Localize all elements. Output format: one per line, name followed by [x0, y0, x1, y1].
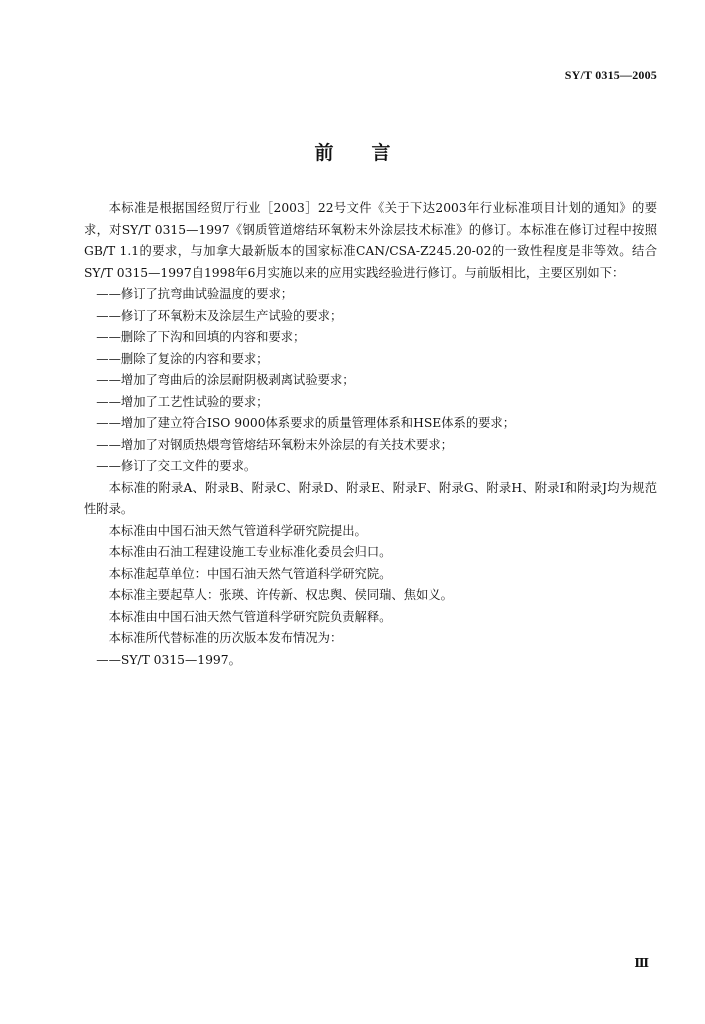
- previous-versions-list: [84, 650, 657, 672]
- info-line: 本标准由中国石油天然气管道科学研究院提出。: [108, 523, 367, 538]
- changes-list: [84, 284, 657, 478]
- list-item: ——增加了对钢质热煨弯管熔结环氧粉末外涂层的有关技术要求；: [96, 437, 453, 452]
- list-item: ——增加了弯曲后的涂层耐阴极剥离试验要求；: [96, 373, 355, 387]
- standard-code: SY/T 0315—2005: [564, 68, 657, 82]
- list-item: ——删除了下沟和回填的内容和要求；: [96, 330, 306, 344]
- info-line: 本标准主要起草人：张瑛、许传新、权忠舆、侯同瑞、焦如义。: [108, 588, 453, 602]
- page-title: 前言: [314, 142, 429, 164]
- page-number: Ⅲ: [634, 956, 649, 970]
- list-item: ——删除了复涂的内容和要求；: [96, 351, 269, 366]
- info-line: 本标准所代替标准的历次版本发布情况为：: [108, 631, 343, 645]
- list-item: ——修订了环氧粉末及涂层生产试验的要求；: [96, 308, 343, 323]
- info-line: 本标准起草单位：中国石油天然气管道科学研究院。: [108, 566, 392, 581]
- intro-paragraph: 本标准是根据国经贸厅行业［2003］22号文件《关于下达2003年行业标准项目计划的通知》的要求，对SY/T 0315—1997《钢质管道熔结环氧粉末外涂层技术标准》的修订。本标准在修订过程中按照GB/T 1.1的要求，与加拿大最新版本的国家标准CAN/CSA-Z245.20-02的一致性程度是非等效。结合SY/T 0315—1997自1998年6月实施以来的应用实践经验进行修订。与前版相比，主要区别如下：: [84, 201, 657, 280]
- list-item: ——修订了抗弯曲试验温度的要求；: [96, 287, 294, 301]
- appendix-paragraph: 本标准的附录A、附录B、附录C、附录D、附录E、附录F、附录G、附录H、附录I和附录J均为规范性附录。: [84, 480, 657, 516]
- list-item: ——增加了建立符合ISO 9000体系要求的质量管理体系和HSE体系的要求；: [96, 416, 516, 430]
- info-line: 本标准由石油工程建设施工专业标准化委员会归口。: [108, 545, 392, 559]
- list-item: ——SY/T 0315—1997。: [96, 652, 241, 667]
- preface-body: [84, 198, 657, 671]
- info-line: 本标准由中国石油天然气管道科学研究院负责解释。: [108, 609, 392, 624]
- list-item: ——修订了交工文件的要求。: [96, 459, 257, 473]
- list-item: ——增加了工艺性试验的要求；: [96, 394, 269, 409]
